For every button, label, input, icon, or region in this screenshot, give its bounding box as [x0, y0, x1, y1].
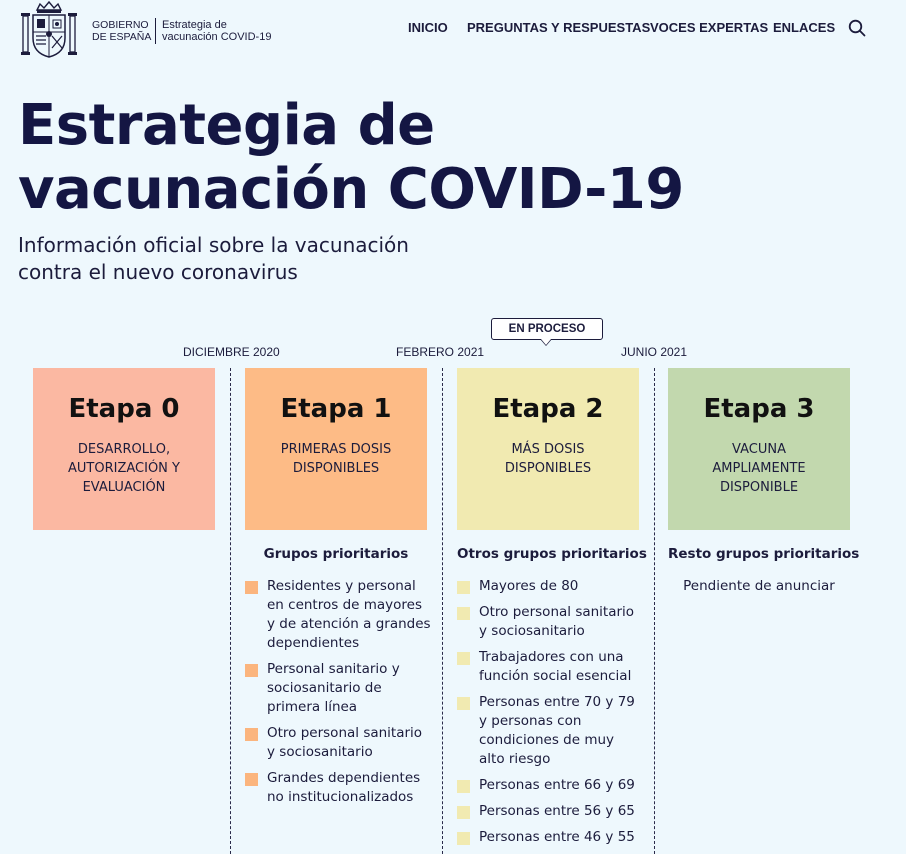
square-bullet-icon — [457, 607, 470, 620]
nav-voces-expertas[interactable]: VOCES EXPERTAS — [650, 20, 769, 35]
list-item: Personal sanitario y sociosanitario de primera línea — [245, 660, 435, 717]
group-list-stage-1 — [245, 577, 435, 814]
stage-description: VACUNA AMPLIAMENTE DISPONIBLE — [712, 442, 806, 495]
square-bullet-icon — [457, 806, 470, 819]
page-title: Estrategia de vacunación COVID-19 — [18, 93, 684, 222]
stage-card-1[interactable] — [245, 368, 427, 530]
nav-preguntas-y-respuestas[interactable]: PREGUNTAS Y RESPUESTAS — [467, 20, 651, 35]
stage-title: Etapa 2 — [492, 394, 604, 424]
list-item: Trabajadores con una función social esencial — [457, 648, 647, 686]
status-badge: EN PROCESO — [491, 318, 603, 340]
list-item: Grandes dependientes no institucionalizados — [245, 769, 435, 807]
timeline-divider — [442, 368, 443, 854]
stage-card-2[interactable] — [457, 368, 639, 530]
list-item: Residentes y personal en centros de mayores y de atención a grandes dependientes — [245, 577, 435, 653]
search-icon[interactable] — [848, 19, 866, 37]
square-bullet-icon — [457, 581, 470, 594]
square-bullet-icon — [245, 773, 258, 786]
list-item: Personas entre 66 y 69 — [457, 776, 647, 795]
pending-announcement: Pendiente de anunciar — [683, 578, 835, 594]
list-item: Personas entre 70 y 79 y personas con condiciones de muy alto riesgo — [457, 693, 647, 769]
group-title-stage-2: Otros grupos prioritarios — [457, 546, 647, 562]
stage-title: Etapa 0 — [68, 394, 180, 424]
stage-description: DESARROLLO, AUTORIZACIÓN Y EVALUACIÓN — [68, 442, 180, 495]
list-item: Otro personal sanitario y sociosanitario — [245, 724, 435, 762]
square-bullet-icon — [457, 780, 470, 793]
group-title-stage-3: Resto grupos prioritarios — [668, 546, 860, 562]
square-bullet-icon — [245, 728, 258, 741]
timeline-divider — [230, 368, 231, 854]
header-divider — [155, 18, 156, 44]
site-label[interactable]: Estrategia de vacunación COVID-19 — [162, 19, 272, 43]
nav-inicio[interactable]: INICIO — [408, 20, 448, 35]
stage-description: MÁS DOSIS DISPONIBLES — [504, 442, 592, 476]
badge-pointer-fill — [541, 339, 551, 345]
stage-card-0[interactable] — [33, 368, 215, 530]
square-bullet-icon — [245, 581, 258, 594]
square-bullet-icon — [457, 832, 470, 845]
date-febrero-2021: FEBRERO 2021 — [396, 345, 485, 359]
date-diciembre-2020: DICIEMBRE 2020 — [183, 345, 280, 359]
stage-title: Etapa 3 — [703, 394, 815, 424]
group-title-stage-1: Grupos prioritarios — [263, 546, 409, 562]
square-bullet-icon — [457, 652, 470, 665]
list-item: Otro personal sanitario y sociosanitario — [457, 603, 647, 641]
page-subtitle: Información oficial sobre la vacunación contra el nuevo coronavirus — [18, 233, 409, 284]
date-junio-2021: JUNIO 2021 — [621, 345, 688, 359]
stage-card-3[interactable] — [668, 368, 850, 530]
group-list-stage-2 — [457, 577, 647, 854]
square-bullet-icon — [245, 664, 258, 677]
list-item: Mayores de 80 — [457, 577, 647, 596]
government-label[interactable]: GOBIERNO DE ESPAÑA — [92, 19, 152, 43]
square-bullet-icon — [457, 697, 470, 710]
stage-title: Etapa 1 — [280, 394, 392, 424]
list-item: Personas entre 46 y 55 — [457, 828, 647, 847]
site-header — [0, 0, 906, 60]
list-item: Personas entre 56 y 65 — [457, 802, 647, 821]
stage-description: PRIMERAS DOSIS DISPONIBLES — [280, 442, 392, 476]
nav-enlaces[interactable]: ENLACES — [773, 20, 836, 35]
timeline-divider — [654, 368, 655, 854]
coat-of-arms-icon[interactable] — [18, 0, 80, 60]
